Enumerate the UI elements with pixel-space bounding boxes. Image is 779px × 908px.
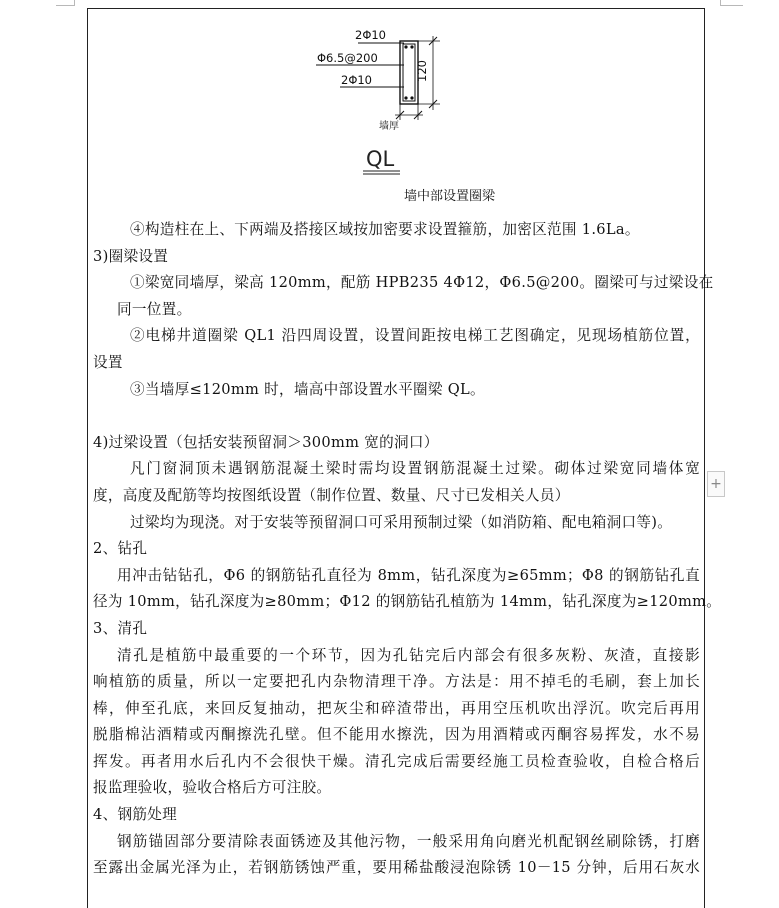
corner-crop-mark-right — [720, 0, 743, 6]
paragraph-line: 报监理验收，验收合格后方可注胶。 — [93, 779, 332, 797]
figure-caption: 墙中部设置圈梁 — [404, 189, 496, 204]
paragraph-line: 钢筋锚固部分要清除表面锈迹及其他污物，一般采用角向磨光机配钢丝刷除锈，打磨 — [117, 832, 700, 850]
section-heading: 3、清孔 — [93, 619, 148, 637]
paragraph-line: 清孔是植筋中最重要的一个环节，因为孔钻完后内部会有很多灰粉、灰渣，直接影 — [117, 646, 700, 664]
paragraph-line: 过梁均为现浇。对于安装等预留洞口可采用预制过梁（如消防箱、配电箱洞口等)。 — [130, 513, 673, 531]
beam-section-drawing — [300, 20, 500, 210]
section-heading: 3)圈梁设置 — [93, 247, 169, 265]
rebar-dot — [410, 96, 413, 99]
paragraph-line: ④构造柱在上、下两端及搭接区域按加密要求设置箍筋，加密区范围 1.6La。 — [130, 221, 640, 238]
section-title: QL — [366, 147, 395, 171]
corner-crop-mark-left — [56, 0, 75, 6]
paragraph-line: 挥发。再者用水后孔内不会很快干燥。清孔完成后需要经施工员检查验收，自检合格后 — [93, 752, 700, 770]
paragraph-line: 度，高度及配筋等均按图纸设置（制作位置、数量、尺寸已发相关人员） — [93, 486, 570, 504]
paragraph-line: 设置 — [93, 353, 123, 371]
rebar-dot — [410, 45, 413, 48]
paragraph-line: 响植筋的质量，所以一定要把孔内杂物清理干净。方法是：用不掉毛的毛刷，套上加长 — [93, 673, 700, 691]
paragraph-line: 棒，伸至孔底，来回反复抽动，把灰尘和碎渣带出，再用空压机吹出浮沉。吹完后再用 — [93, 699, 700, 717]
label-stirrup: Φ6.5@200 — [317, 51, 378, 65]
paragraph-line: ①梁宽同墙厚，梁高 120mm，配筋 HPB235 4Φ12，Φ6.5@200。圈梁可与过梁设在 — [130, 274, 714, 292]
paragraph-line: 同一位置。 — [117, 300, 192, 318]
add-row-button[interactable]: + — [707, 471, 725, 497]
beam-section-figure — [300, 20, 500, 210]
paragraph-line: 凡门窗洞顶未遇钢筋混凝土梁时需均设置钢筋混凝土过梁。砌体过梁宽同墙体宽 — [130, 460, 700, 478]
section-heading: 4、钢筋处理 — [93, 806, 178, 824]
label-bottom-rebar: 2Φ10 — [341, 73, 373, 87]
dim-height-label: 120 — [415, 60, 429, 82]
paragraph-line: ③当墙厚≤120mm 时，墙高中部设置水平圈梁 QL。 — [130, 380, 485, 398]
paragraph-line: 径为 10mm，钻孔深度为≥80mm；Φ12 的钢筋钻孔植筋为 14mm，钻孔深度为≥120mm。 — [93, 593, 722, 611]
label-top-rebar: 2Φ10 — [355, 28, 387, 42]
paragraph-line: 脱脂棉沾酒精或丙酮擦洗孔壁。但不能用水擦洗，因为用酒精或丙酮容易挥发，水不易 — [93, 726, 700, 744]
rebar-dot — [404, 96, 407, 99]
stirrup-outline — [403, 44, 415, 101]
document-body — [93, 217, 722, 882]
paragraph-line: 至露出金属光泽为止，若钢筋锈蚀严重，要用稀盐酸浸泡除锈 10－15 分钟，后用石灰水 — [93, 859, 700, 877]
dim-width-label: 墙厚 — [379, 121, 399, 132]
paragraph-line: 用冲击钻钻孔，Φ6 的钢筋钻孔直径为 8mm，钻孔深度为≥65mm；Φ8 的钢筋钻孔直 — [117, 566, 700, 584]
section-heading: 2、钻孔 — [93, 540, 148, 558]
paragraph-line: ②电梯井道圈梁 QL1 沿四周设置，设置间距按电梯工艺图确定，见现场植筋位置， — [130, 327, 700, 345]
blank-line — [93, 403, 700, 430]
section-heading: 4)过梁设置（包括安装预留洞＞300mm 宽的洞口） — [93, 433, 439, 451]
rebar-dot — [404, 45, 407, 48]
